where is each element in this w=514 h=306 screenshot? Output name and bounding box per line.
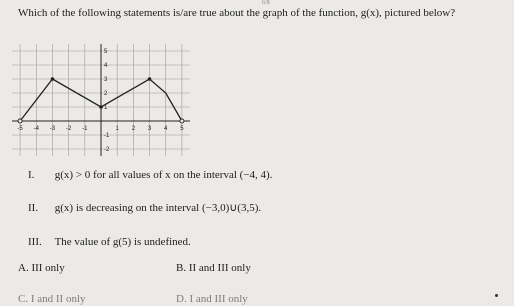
open-point — [18, 119, 22, 123]
x-tick-label: 3 — [147, 126, 152, 132]
closed-point — [148, 77, 152, 81]
statement-2 — [28, 201, 261, 215]
closed-point — [51, 77, 55, 81]
choice-b[interactable]: B. II and III only — [176, 262, 251, 274]
y-tick-label: 2 — [104, 91, 108, 97]
statement-2-text: g(x) is decreasing on the interval (−3,0)∪(3,5). — [54, 202, 262, 214]
page-marker: 6/8 — [262, 0, 270, 6]
open-point — [180, 119, 184, 123]
statement-2-number: II. — [28, 202, 39, 214]
x-tick-label: 1 — [115, 126, 119, 132]
x-tick-label: -2 — [65, 126, 72, 132]
x-tick-label: -3 — [49, 126, 56, 132]
y-tick-label: 3 — [104, 77, 108, 83]
x-tick-label: -4 — [33, 126, 39, 132]
x-tick-label: 4 — [164, 126, 168, 132]
x-tick-label: -1 — [82, 126, 88, 132]
page-dot — [495, 294, 498, 297]
statement-3-number: III. — [28, 236, 42, 248]
graph-svg — [0, 40, 200, 160]
statement-1-number: I. — [28, 169, 35, 181]
x-tick-label: 5 — [180, 126, 184, 132]
closed-point — [99, 105, 103, 109]
choice-d[interactable]: D. I and III only — [176, 293, 248, 305]
y-tick-label: 5 — [104, 49, 108, 55]
x-tick-label: -5 — [17, 126, 23, 132]
y-tick-label: 4 — [104, 63, 108, 69]
statement-1 — [28, 168, 272, 182]
question-text: Which of the following statements is/are true about the graph of the function, g(x), pictured below? — [18, 7, 456, 19]
function-graph — [0, 40, 200, 160]
y-tick-label: 1 — [104, 105, 108, 111]
statement-3 — [28, 235, 191, 249]
choice-a[interactable]: A. III only — [18, 262, 65, 274]
choice-c[interactable]: C. I and II only — [18, 293, 86, 305]
y-tick-label: -2 — [104, 147, 110, 153]
x-tick-label: 2 — [131, 126, 136, 132]
statement-1-text: g(x) > 0 for all values of x on the interval (−4, 4). — [54, 169, 273, 181]
y-tick-label: -1 — [104, 133, 110, 139]
statement-3-text: The value of g(5) is undefined. — [54, 236, 191, 248]
